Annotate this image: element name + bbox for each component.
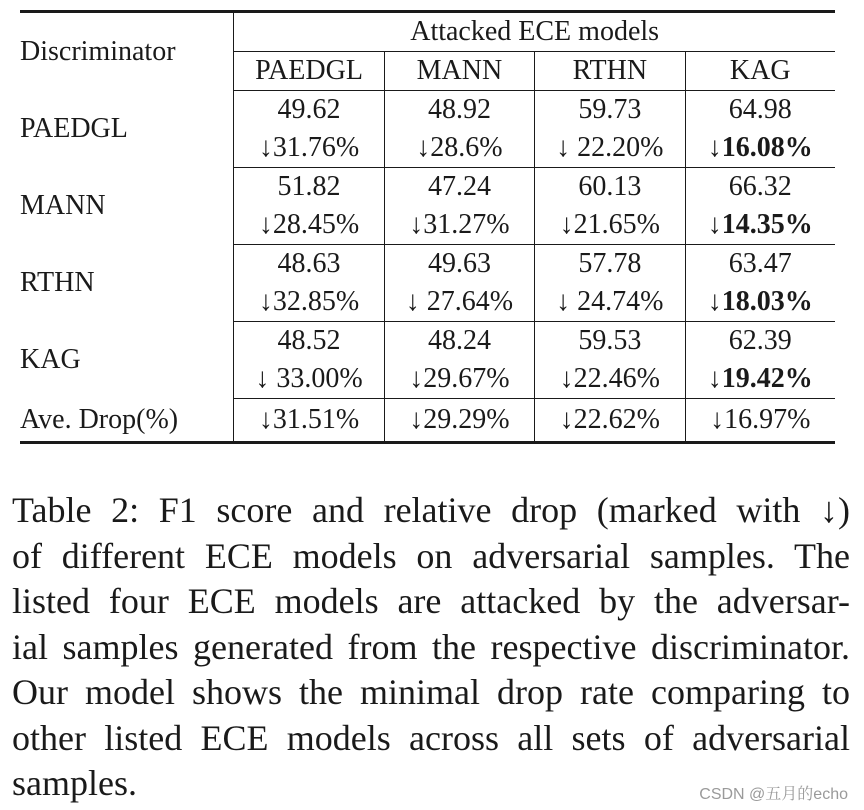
model-header-kag: KAG — [685, 52, 835, 91]
table-row — [20, 168, 835, 207]
drop-cell-best: ↓18.03% — [685, 283, 835, 322]
down-arrow-icon: ↓ — [258, 286, 273, 317]
caption-line: ial samples generated from the respective discriminator. — [12, 626, 850, 667]
caption-line: listed four ECE models are attacked by the adversar- — [12, 581, 850, 621]
drop-cell: ↓31.27% — [384, 206, 534, 245]
down-arrow-icon: ↓ — [559, 363, 574, 394]
f1-cell: 49.62 — [234, 91, 384, 130]
down-arrow-icon: ↓ — [258, 209, 273, 240]
average-cell-best: ↓16.97% — [710, 403, 811, 435]
caption-line: of different ECE models on adversarial samples. The — [12, 535, 850, 576]
caption-line: Table 2: F1 score and relative drop (marked with ↓) — [12, 490, 850, 530]
watermark: CSDN @五月的echo — [699, 786, 848, 803]
down-arrow-icon: ↓ — [556, 286, 578, 317]
f1-cell: 49.63 — [384, 245, 534, 284]
model-header-mann: MANN — [384, 52, 534, 91]
table-caption — [12, 488, 850, 807]
average-label: Ave. Drop(%) — [20, 399, 234, 443]
f1-cell: 59.73 — [535, 91, 685, 130]
row-label-kag: KAG — [20, 322, 234, 399]
f1-cell: 48.24 — [384, 322, 534, 361]
drop-cell: ↓21.65% — [535, 206, 685, 245]
f1-cell: 48.63 — [234, 245, 384, 284]
drop-cell-best: ↓14.35% — [685, 206, 835, 245]
f1-cell: 66.32 — [728, 171, 792, 202]
table-row — [20, 245, 835, 284]
row-label-paedgl: PAEDGL — [20, 91, 234, 168]
results-table-container — [20, 10, 835, 444]
f1-cell: 48.92 — [384, 91, 534, 130]
drop-cell: ↓32.85% — [234, 283, 384, 322]
row-label-rthn: RTHN — [20, 245, 234, 322]
average-cell: ↓22.62% — [535, 399, 685, 443]
drop-cell: ↓ 33.00% — [234, 360, 384, 399]
f1-cell: 48.52 — [234, 322, 384, 361]
down-arrow-icon: ↓ — [258, 132, 273, 163]
down-arrow-icon: ↓ — [707, 286, 722, 317]
down-arrow-icon: ↓ — [559, 209, 574, 240]
drop-cell: ↓ 22.20% — [535, 129, 685, 168]
f1-cell: 60.13 — [535, 168, 685, 207]
down-arrow-icon: ↓ — [416, 132, 431, 163]
drop-cell-best: ↓16.08% — [685, 129, 835, 168]
f1-cell: 62.39 — [728, 325, 792, 356]
f1-cell: 59.53 — [535, 322, 685, 361]
f1-cell: 63.47 — [728, 248, 792, 279]
down-arrow-icon: ↓ — [409, 209, 424, 240]
average-cell: ↓31.51% — [234, 399, 384, 443]
drop-cell: ↓22.46% — [535, 360, 685, 399]
table-row — [20, 322, 835, 361]
f1-cell: 64.98 — [728, 94, 792, 125]
caption-line: samples. — [12, 763, 137, 803]
caption-line: Our model shows the minimal drop rate comparing to — [12, 672, 850, 712]
average-cell: ↓29.29% — [384, 399, 534, 443]
table-row — [20, 91, 835, 130]
discriminator-header: Discriminator — [20, 12, 234, 91]
drop-cell: ↓29.67% — [384, 360, 534, 399]
row-label-mann: MANN — [20, 168, 234, 245]
down-arrow-icon: ↓ — [255, 363, 277, 394]
model-header-paedgl: PAEDGL — [234, 52, 384, 91]
f1-cell: 57.78 — [535, 245, 685, 284]
results-table — [20, 10, 835, 444]
drop-cell-best: ↓19.42% — [685, 360, 835, 399]
drop-cell: ↓ 27.64% — [384, 283, 534, 322]
drop-cell: ↓28.6% — [384, 129, 534, 168]
drop-cell: ↓31.76% — [234, 129, 384, 168]
f1-cell: 51.82 — [234, 168, 384, 207]
f1-cell: 47.24 — [384, 168, 534, 207]
caption-line: other listed ECE models across all sets of adversarial — [12, 717, 850, 758]
model-header-rthn: RTHN — [535, 52, 685, 91]
drop-cell: ↓ 24.74% — [535, 283, 685, 322]
down-arrow-icon: ↓ — [707, 132, 722, 163]
down-arrow-icon: ↓ — [556, 132, 578, 163]
drop-cell: ↓28.45% — [234, 206, 384, 245]
average-row — [20, 399, 835, 443]
down-arrow-icon: ↓ — [405, 286, 427, 317]
down-arrow-icon: ↓ — [707, 363, 722, 394]
down-arrow-icon: ↓ — [409, 363, 424, 394]
attacked-models-header: Attacked ECE models — [234, 12, 835, 52]
down-arrow-icon: ↓ — [707, 209, 722, 240]
